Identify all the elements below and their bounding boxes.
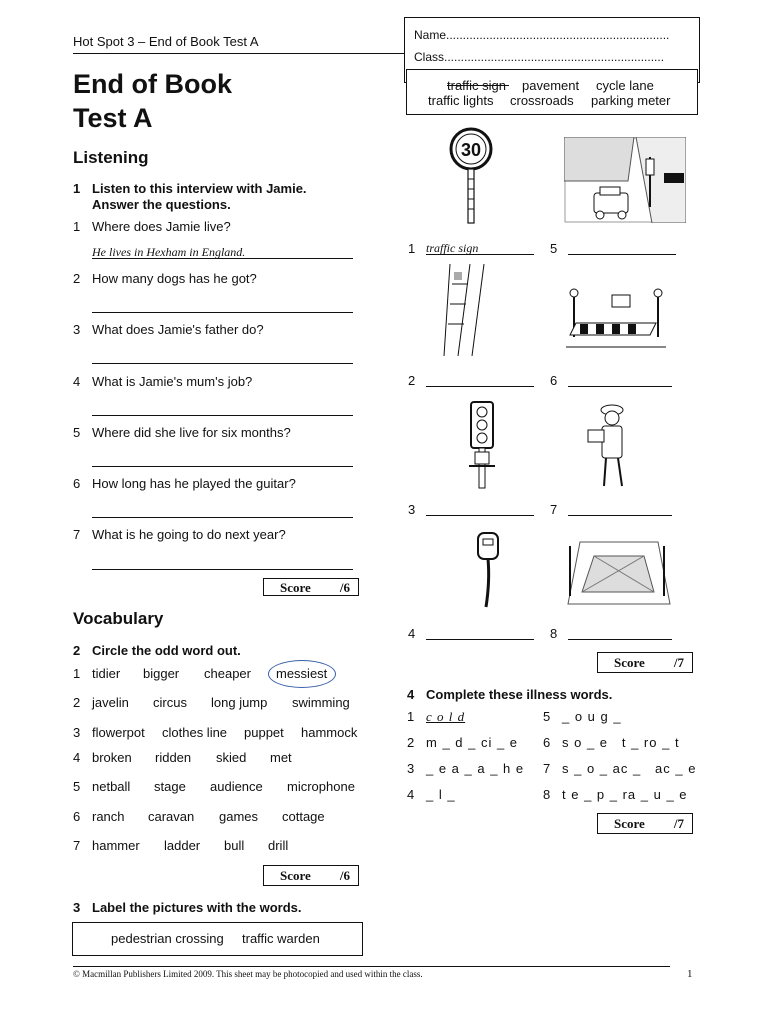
answer-text: He lives in Hexham in England. [92, 245, 246, 259]
item-number: 7 [550, 502, 558, 517]
traffic-warden-picture [582, 402, 638, 490]
word-option[interactable]: tidier [92, 666, 121, 681]
item-number: 8 [550, 626, 558, 641]
score-box[interactable] [597, 813, 693, 834]
answer-line[interactable] [568, 254, 676, 255]
item-number: 7 [73, 838, 81, 853]
illness-word[interactable]: _ e a _ a _ h e [426, 761, 525, 776]
answer-line[interactable] [92, 466, 353, 467]
word-option[interactable]: hammer [92, 838, 140, 853]
illness-word[interactable]: _ l _ [426, 787, 456, 802]
word-option[interactable]: ridden [155, 750, 192, 765]
score-value: /7 [673, 655, 684, 670]
task-instruction: Label the pictures with the words. [92, 900, 302, 915]
word-option[interactable]: ranch [92, 809, 125, 824]
task-number: 3 [73, 900, 81, 915]
item-number: 2 [407, 735, 415, 750]
item-number: 5 [550, 241, 558, 256]
answer-line[interactable] [568, 639, 672, 640]
question-number: 1 [73, 219, 81, 234]
question-text: What does Jamie's father do? [92, 322, 264, 337]
question-text: What is Jamie's mum's job? [92, 374, 253, 389]
question-text: Where does Jamie live? [92, 219, 231, 234]
answer-line[interactable] [92, 363, 353, 364]
task-number: 4 [407, 687, 415, 702]
word-option[interactable]: messiest [276, 666, 328, 681]
word-option[interactable]: skied [216, 750, 247, 765]
task-number: 2 [73, 643, 81, 658]
answer-line[interactable] [92, 312, 353, 313]
word-option[interactable]: puppet [244, 725, 284, 740]
word-option[interactable]: clothes line [162, 725, 228, 740]
item-number: 3 [407, 761, 415, 776]
word-option[interactable]: cheaper [204, 666, 251, 681]
word-option[interactable]: stage [154, 779, 186, 794]
copyright: © Macmillan Publishers Limited 2009. This sheet may be photocopied and used within the class. [73, 969, 423, 979]
word-option[interactable]: ladder [164, 838, 201, 853]
score-box[interactable] [597, 652, 693, 673]
illness-word[interactable]: _ o u g _ [562, 709, 622, 724]
word-option[interactable]: flowerpot [92, 725, 145, 740]
answer-line[interactable] [426, 639, 534, 640]
word-option[interactable]: long jump [211, 695, 268, 710]
word-option[interactable]: bigger [143, 666, 180, 681]
running-title: Hot Spot 3 – End of Book Test A [73, 34, 259, 49]
task-instruction: Complete these illness words. [426, 687, 613, 702]
answer-line[interactable] [92, 415, 353, 416]
task-instruction: Listen to this interview with Jamie. [92, 181, 307, 196]
item-number: 2 [73, 695, 81, 710]
answer-line[interactable] [426, 515, 534, 516]
word-option[interactable]: broken [92, 750, 132, 765]
task-instruction: Circle the odd word out. [92, 643, 241, 658]
word-option[interactable]: hammock [301, 725, 358, 740]
item-number: 4 [408, 626, 416, 641]
word-option[interactable]: bull [224, 838, 245, 853]
item-number: 3 [408, 502, 416, 517]
footer-rule [73, 966, 670, 967]
item-number: 1 [407, 709, 415, 724]
item-number: 6 [73, 809, 81, 824]
word-bank-item: traffic warden [242, 931, 320, 946]
strikethrough [447, 85, 509, 86]
answer-line[interactable] [568, 515, 672, 516]
item-number: 5 [73, 779, 81, 794]
word-option[interactable]: netball [92, 779, 131, 794]
answer-line[interactable] [426, 254, 534, 255]
item-number: 6 [550, 373, 558, 388]
question-text: Where did she live for six months? [92, 425, 291, 440]
word-option[interactable]: audience [210, 779, 263, 794]
page-title-line1: End of Book [73, 69, 232, 99]
question-text: How many dogs has he got? [92, 271, 257, 286]
item-number: 5 [543, 709, 551, 724]
score-value: /6 [339, 868, 350, 883]
word-option[interactable]: caravan [148, 809, 195, 824]
question-number: 4 [73, 374, 81, 389]
question-text: What is he going to do next year? [92, 527, 286, 542]
illness-word[interactable]: t e _ p _ ra _ u _ e [562, 787, 688, 802]
name-field[interactable]: Name................................................................... [414, 28, 670, 42]
pedestrian-crossing-picture [566, 287, 666, 355]
item-number: 2 [408, 373, 416, 388]
word-bank-item: parking meter [591, 93, 671, 108]
word-option[interactable]: microphone [287, 779, 355, 794]
word-option[interactable]: games [219, 809, 259, 824]
page-title-line2: Test A [73, 103, 153, 133]
answer-line[interactable] [92, 258, 353, 259]
answer-line[interactable] [92, 517, 353, 518]
answer-text: traffic sign [426, 241, 479, 255]
task-instruction: Answer the questions. [92, 197, 231, 212]
vocabulary-heading: Vocabulary [73, 609, 164, 628]
score-box[interactable] [263, 865, 359, 886]
question-number: 3 [73, 322, 81, 337]
pavement-picture [440, 264, 496, 356]
parking-meter-picture [474, 531, 504, 609]
illness-word[interactable]: c o l d [426, 709, 466, 724]
item-number: 1 [408, 241, 416, 256]
illness-word[interactable]: m _ d _ ci _ e [426, 735, 519, 750]
answer-line[interactable] [426, 386, 534, 387]
word-bank-item: crossroads [510, 93, 574, 108]
illness-word[interactable]: s _ o _ ac _ ac _ e [562, 761, 697, 776]
question-text: How long has he played the guitar? [92, 476, 296, 491]
sign-speed-number: 30 [460, 140, 482, 160]
traffic-sign-picture [448, 127, 494, 225]
word-option[interactable]: circus [153, 695, 187, 710]
page-number: 1 [687, 968, 693, 980]
item-number: 7 [543, 761, 551, 776]
word-option[interactable]: drill [268, 838, 289, 853]
class-field[interactable]: Class.................................................................. [414, 50, 665, 64]
item-number: 4 [73, 750, 81, 765]
task-number: 1 [73, 181, 81, 196]
question-number: 2 [73, 271, 81, 286]
item-number: 1 [73, 666, 81, 681]
word-option[interactable]: met [270, 750, 292, 765]
score-value: /7 [673, 816, 684, 831]
word-bank-item: traffic sign [447, 78, 507, 93]
answer-line[interactable] [568, 386, 672, 387]
crossroads-picture [560, 536, 678, 610]
word-bank-item: pedestrian crossing [111, 931, 224, 946]
item-number: 8 [543, 787, 551, 802]
question-number: 5 [73, 425, 81, 440]
score-label: Score [614, 816, 645, 831]
score-value: /6 [339, 580, 350, 595]
question-number: 6 [73, 476, 81, 491]
word-option[interactable]: swimming [292, 695, 350, 710]
word-box-continued [406, 69, 698, 115]
illness-word[interactable]: s o _ e t _ ro _ t [562, 735, 680, 750]
traffic-lights-picture [465, 400, 499, 490]
cycle-lane-picture [564, 137, 686, 223]
score-label: Score [280, 868, 311, 883]
item-number: 3 [73, 725, 81, 740]
score-box[interactable] [263, 578, 359, 596]
listening-heading: Listening [73, 148, 149, 167]
word-bank-item: pavement [522, 78, 580, 93]
score-label: Score [280, 580, 311, 595]
word-bank-item: cycle lane [596, 78, 654, 93]
word-option[interactable]: javelin [92, 695, 129, 710]
item-number: 6 [543, 735, 551, 750]
word-option[interactable]: cottage [282, 809, 325, 824]
score-label: Score [614, 655, 645, 670]
answer-line[interactable] [92, 569, 353, 570]
item-number: 4 [407, 787, 415, 802]
question-number: 7 [73, 527, 81, 542]
word-box [72, 922, 363, 956]
word-bank-item: traffic lights [428, 93, 494, 108]
